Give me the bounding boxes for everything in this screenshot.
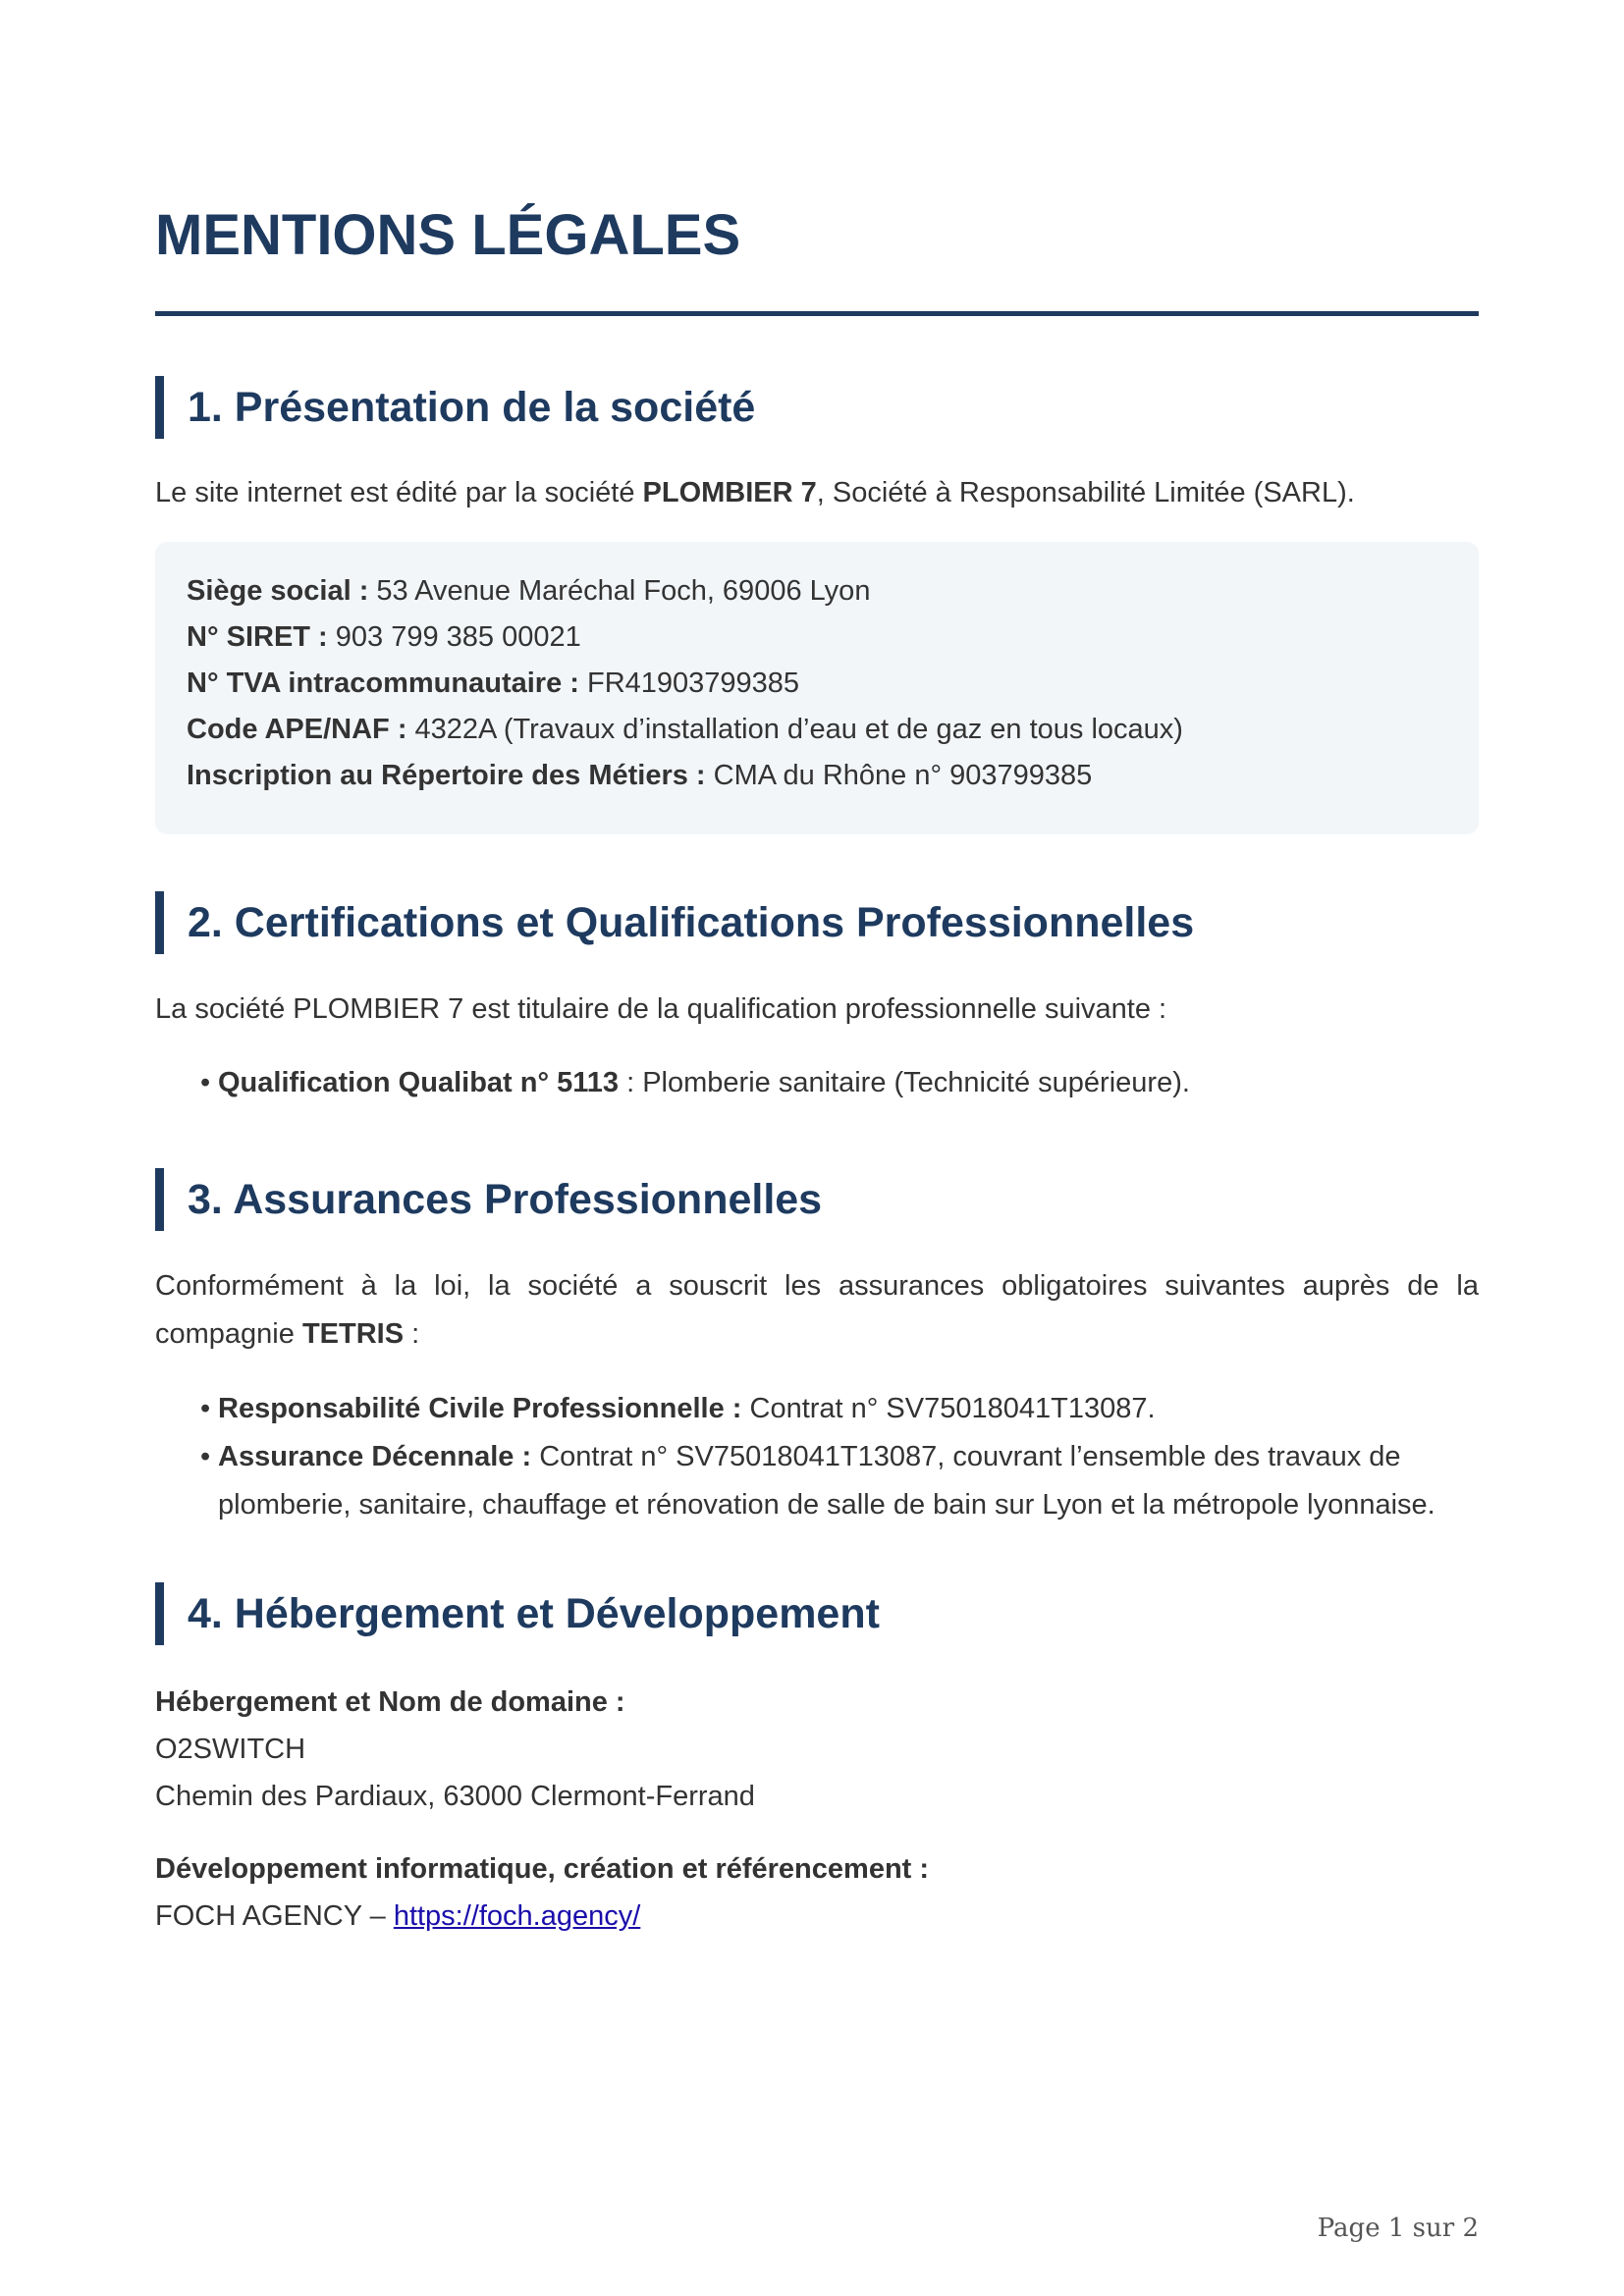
page-number: Page 1 sur 2 [1317,2214,1479,2243]
section-accent-bar [155,1582,164,1645]
agency-link[interactable]: https://foch.agency/ [393,1900,641,1932]
section-4-title: 4. Hébergement et Développement [188,1590,880,1637]
detail-siege: Siège social : 53 Avenue Maréchal Foch, 69006 Lyon [187,575,871,607]
section-2-title: 2. Certifications et Qualifications Professionnelles [188,899,1195,946]
bullet-icon: • [200,1393,211,1424]
section-1-intro: Le site internet est édité par la société PLOMBIER 7, Société à Responsabilité Limitée (SARL). [155,477,1355,508]
company-details-box [155,542,1479,834]
detail-tva: N° TVA intracommunautaire : FR41903799385 [187,667,800,699]
detail-siret: N° SIRET : 903 799 385 00021 [187,621,581,653]
hosting-label: Hébergement et Nom de domaine : [155,1686,625,1718]
hosting-name: O2SWITCH [155,1734,306,1765]
section-3-title: 3. Assurances Professionnelles [188,1176,823,1223]
section-4-heading [155,1582,880,1645]
section-3-heading [155,1168,822,1231]
section-2-intro: La société PLOMBIER 7 est titulaire de la qualification professionnelle suivante : [155,993,1167,1025]
section-accent-bar [155,376,164,439]
bullet-icon: • [200,1441,211,1472]
section-accent-bar [155,891,164,954]
title-divider [155,311,1479,316]
bullet-icon: • [200,1067,211,1098]
page-title: MENTIONS LÉGALES [155,203,741,267]
section-1-heading [155,376,755,439]
list-item: • Qualification Qualibat n° 5113 : Plomberie sanitaire (Technicité supérieure). [218,1059,1479,1107]
section-2-heading [155,891,1194,954]
dev-label: Développement informatique, création et référencement : [155,1853,930,1885]
section-3-intro: Conformément à la loi, la société a souscrit les assurances obligatoires suivantes auprès de la compagnie TETRIS : [155,1270,1479,1350]
company-name: PLOMBIER 7 [642,477,817,508]
section-1-title: 1. Présentation de la société [188,384,756,431]
section-accent-bar [155,1168,164,1231]
list-item: • Assurance Décennale : Contrat n° SV75018041T13087, couvrant l’ensemble des travaux de plomberie, sanitaire, chauffage et rénovation de salle de bain sur Lyon et la métropole lyonnaise. [218,1433,1479,1529]
detail-ape: Code APE/NAF : 4322A (Travaux d’installation d’eau et de gaz en tous locaux) [187,714,1183,745]
detail-rm: Inscription au Répertoire des Métiers : CMA du Rhône n° 903799385 [187,760,1093,791]
insurer-name: TETRIS [301,1318,405,1350]
dev-line: FOCH AGENCY – https://foch.agency/ [155,1900,641,1932]
list-item: • Responsabilité Civile Professionnelle : Contrat n° SV75018041T13087. [218,1385,1479,1433]
hosting-address: Chemin des Pardiaux, 63000 Clermont-Ferrand [155,1781,755,1812]
